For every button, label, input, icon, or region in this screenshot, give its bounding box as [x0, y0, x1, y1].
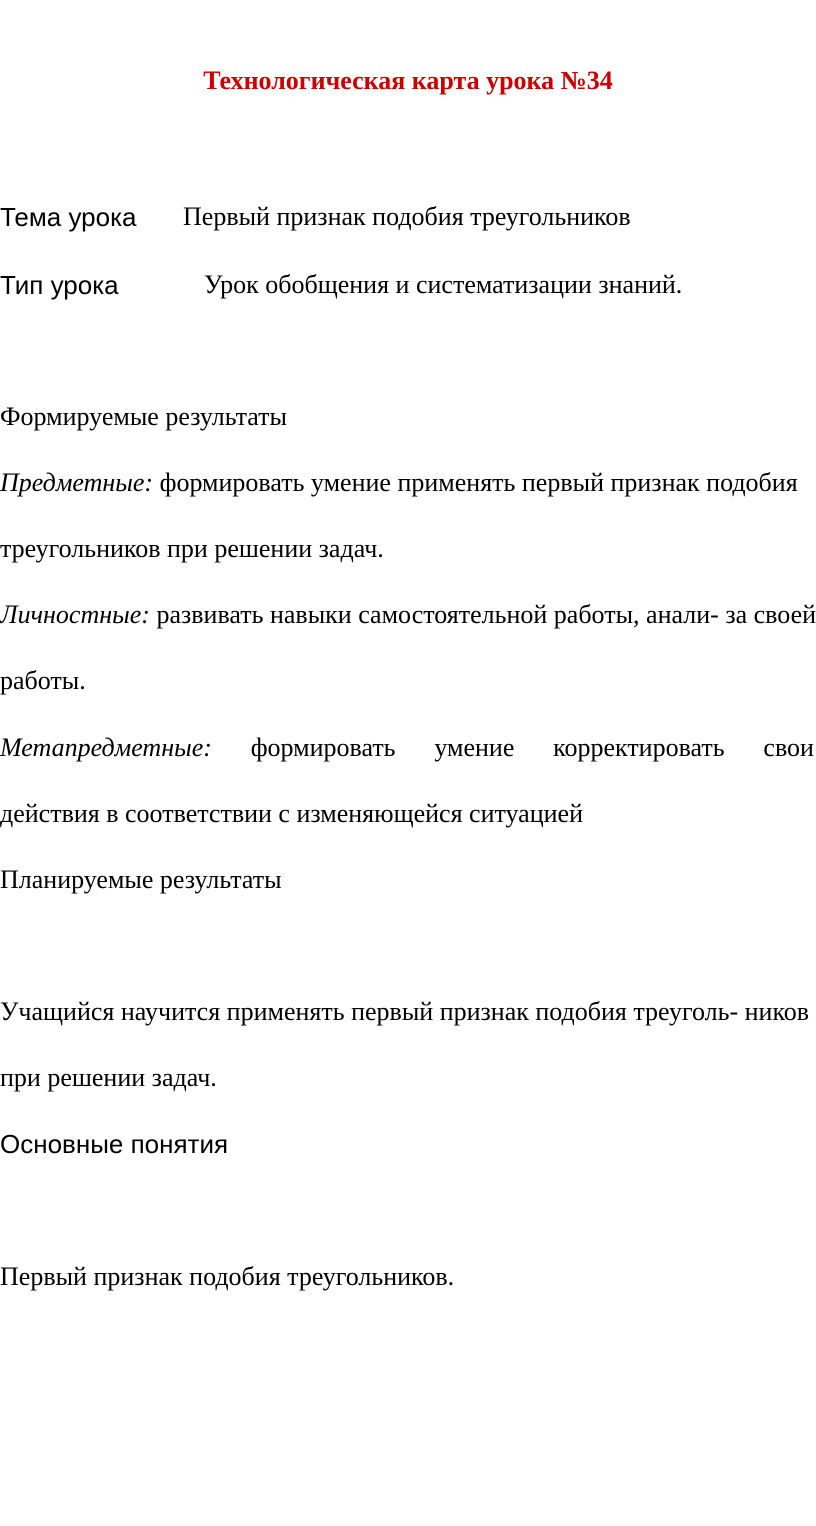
meta-word: свои — [763, 733, 814, 762]
topic-label: Тема урока — [0, 202, 137, 232]
meta-results-line-1 — [0, 733, 814, 763]
type-value: Урок обобщения и систематизации знаний. — [204, 270, 683, 299]
meta-word: корректировать — [553, 733, 725, 762]
basic-concepts-text: Первый признак подобия треугольников. — [0, 1262, 455, 1291]
subject-results-text: формировать умение применять первый признак подобия — [159, 468, 798, 497]
subject-results-line-1 — [0, 468, 798, 498]
personal-results-line-2: работы. — [0, 666, 86, 695]
meta-results-label: Метапредметные: — [0, 733, 212, 762]
basic-concepts-heading: Основные понятия — [0, 1129, 229, 1159]
personal-results-label: Личностные: — [0, 600, 150, 629]
meta-results-line-2: действия в соответствии с изменяющейся ситуацией — [0, 799, 583, 828]
subject-results-label: Предметные: — [0, 468, 154, 497]
formed-results-heading: Формируемые результаты — [0, 402, 287, 431]
planned-results-heading: Планируемые результаты — [0, 865, 282, 894]
personal-results-text: развивать навыки самостоятельной работы, анали- за своей — [156, 600, 816, 629]
planned-results-line-2: при решении задач. — [0, 1063, 217, 1092]
type-label: Тип урока — [0, 270, 119, 300]
planned-results-line-1: Учащийся научится применять первый признак подобия треуголь- ников — [0, 997, 810, 1026]
meta-word: формировать — [250, 733, 396, 762]
subject-results-line-2: треугольников при решении задач. — [0, 534, 384, 563]
topic-value: Первый признак подобия треугольников — [183, 202, 631, 231]
meta-word: умение — [434, 733, 515, 762]
personal-results-line-1 — [0, 600, 816, 630]
page-title: Технологическая карта урока №34 — [203, 66, 613, 95]
